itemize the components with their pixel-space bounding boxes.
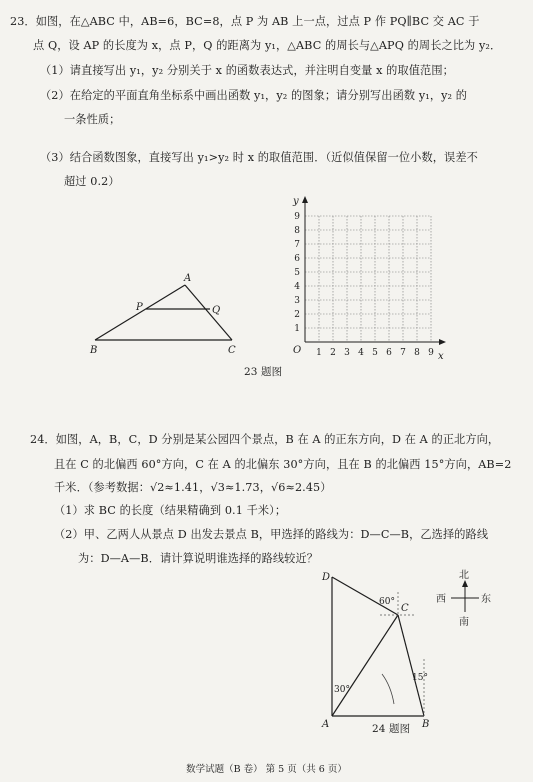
q23-figure-caption: 23 题图 <box>244 366 283 378</box>
compass-east: 东 <box>481 594 491 605</box>
q23-line-4: （2）在给定的平面直角坐标系中画出函数 y₁，y₂ 的图象；请分别写出函数 y₁，y₂ 的 <box>40 89 468 102</box>
y-tick-label: 5 <box>294 268 300 278</box>
triangle-side-ac <box>185 285 232 340</box>
q23-triangle-figure <box>80 265 250 365</box>
angle-label-a: 30° <box>334 685 350 695</box>
page-footer: 数学试题（B 卷） 第 5 页（共 6 页） <box>186 764 347 775</box>
label-q: Q <box>212 305 221 316</box>
label-b: B <box>90 345 98 356</box>
label-d: D <box>322 572 331 583</box>
x-tick-label: 3 <box>344 348 350 358</box>
compass-south: 南 <box>459 617 469 628</box>
compass-west: 西 <box>436 594 446 605</box>
x-tick-label: 6 <box>386 348 392 358</box>
label-a: A <box>184 273 192 284</box>
x-axis-arrow <box>439 339 446 345</box>
axis-x-label: x <box>438 351 444 362</box>
q23-line-7: 超过 0.2） <box>64 175 120 188</box>
q23-line-5: 一条性质； <box>64 113 121 126</box>
y-tick-label: 2 <box>294 310 300 320</box>
label-c: C <box>401 603 409 614</box>
origin-label: O <box>293 345 302 356</box>
y-tick-label: 3 <box>294 296 300 306</box>
axis-y-label: y <box>293 196 299 207</box>
label-a: A <box>322 719 330 730</box>
label-p: P <box>136 302 143 313</box>
segment-bc <box>398 615 424 716</box>
x-tick-label: 1 <box>316 348 322 358</box>
y-tick-label: 6 <box>294 254 300 264</box>
q24-line-1: 24．如图，A，B，C，D 分别是某公园四个景点，B 在 A 的正东方向，D 在 A 的正北方向， <box>30 433 500 446</box>
x-tick-label: 8 <box>414 348 420 358</box>
label-c: C <box>228 345 236 356</box>
q23-coordinate-grid <box>280 192 450 364</box>
x-tick-label: 5 <box>372 348 378 358</box>
segment-dc <box>332 577 398 615</box>
x-tick-label: 7 <box>400 348 406 358</box>
q24-line-5: （2）甲、乙两人从景点 D 出发去景点 B，甲选择的路线为：D—C—B，乙选择的路线 <box>54 528 489 541</box>
y-tick-label: 4 <box>294 282 300 292</box>
label-b: B <box>422 719 430 730</box>
q24-figure-caption: 24 题图 <box>372 723 411 735</box>
q24-line-3: 千米．（参考数据：√2≈1.41，√3≈1.73，√6≈2.45） <box>54 481 332 494</box>
segment-ac <box>332 615 398 716</box>
y-tick-label: 9 <box>294 212 300 222</box>
grid-lines <box>305 216 431 342</box>
angle-label-c: 60° <box>379 597 395 607</box>
q23-line-6: （3）结合函数图象，直接写出 y₁>y₂ 时 x 的取值范围．（近似值保留一位小数，误差不 <box>40 151 478 164</box>
q23-line-1: 23．如图，在△ABC 中，AB=6，BC=8，点 P 为 AB 上一点，过点 P 作 PQ∥BC 交 AC 于 <box>10 15 480 28</box>
y-tick-label: 1 <box>294 324 300 334</box>
compass-north: 北 <box>459 570 469 581</box>
q24-geometry-figure <box>312 564 442 742</box>
y-tick-label: 7 <box>294 240 300 250</box>
pencil-trace <box>382 674 394 704</box>
q24-line-6: 为：D—A—B．请计算说明谁选择的路线较近？ <box>78 552 319 565</box>
x-tick-label: 9 <box>428 348 434 358</box>
y-axis-arrow <box>302 196 308 203</box>
q23-line-2: 点 Q，设 AP 的长度为 x，点 P，Q 的距离为 y₁，△ABC 的周长与△APQ 的周长之比为 y₂． <box>33 39 502 52</box>
q24-line-4: （1）求 BC 的长度（结果精确到 0.1 千米）； <box>54 504 287 517</box>
compass-icon <box>434 568 496 630</box>
angle-label-b: 15° <box>412 673 428 683</box>
q24-line-2: 且在 C 的北偏西 60°方向，C 在 A 的北偏东 30°方向，且在 B 的北偏西 15°方向，AB=2 <box>54 458 512 471</box>
x-tick-label: 2 <box>330 348 336 358</box>
y-tick-label: 8 <box>294 226 300 236</box>
x-tick-label: 4 <box>358 348 364 358</box>
q23-line-3: （1）请直接写出 y₁，y₂ 分别关于 x 的函数表达式，并注明自变量 x 的取值范围； <box>40 64 454 77</box>
